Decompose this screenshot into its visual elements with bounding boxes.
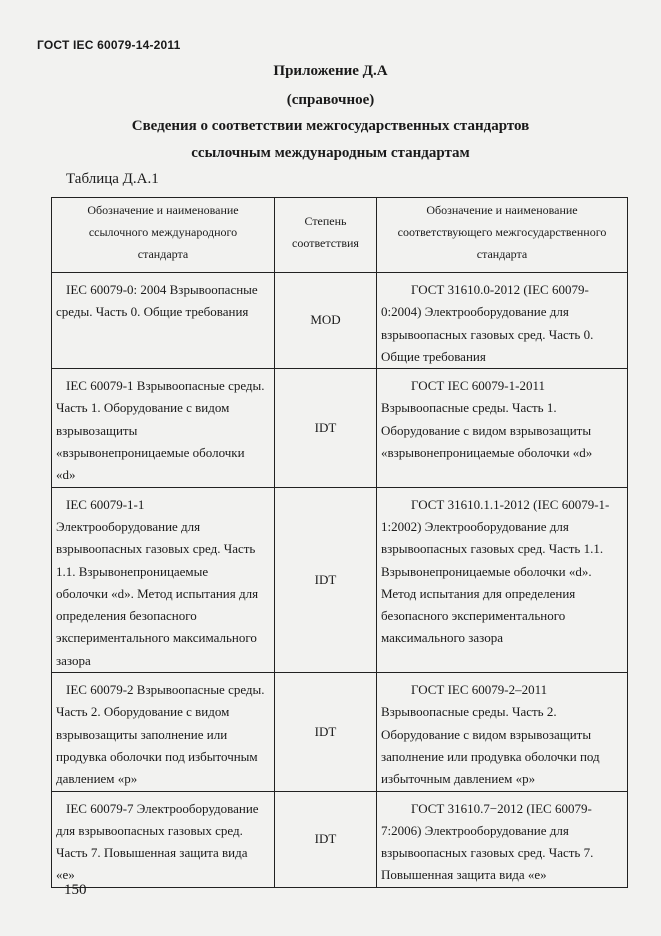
cell-line: ГОСТ IEC 60079-2–2011 — [411, 682, 548, 698]
national-standard-cell — [377, 273, 628, 369]
cell-line: взрывозащиты — [56, 422, 138, 438]
cell-line: взрывоопасных газовых сред. Часть 7. — [381, 845, 594, 861]
cell-line: ГОСТ 31610.1.1-2012 (IEC 60079-1- — [411, 496, 610, 512]
degree-cell: MOD — [275, 273, 377, 369]
cell-line: Часть 1. Оборудование с видом — [56, 400, 230, 416]
document-code: ГОСТ IEC 60079-14-2011 — [37, 38, 181, 52]
cell-line: IEC 60079-1-1 — [66, 496, 145, 512]
header-international-standard: Обозначение и наименование ссылочного международного стандарта — [52, 198, 275, 273]
international-standard-cell — [52, 369, 275, 487]
cell-line: Общие требования — [381, 348, 486, 364]
cell-line: взрывоопасных газовых сред. Часть 1.1. — [381, 541, 604, 557]
cell-line: ГОСТ 31610.7−2012 (IEC 60079- — [411, 800, 592, 816]
correspondence-table — [51, 197, 628, 888]
cell-line: Метод испытания для определения — [381, 585, 576, 601]
cell-line: определения безопасного — [56, 608, 197, 624]
cell-line: 1.1. Взрывонепроницаемые — [56, 563, 209, 579]
cell-line: зазора — [56, 652, 91, 668]
cell-line: продувка оболочки под избыточным — [56, 748, 258, 764]
cell-line: ГОСТ 31610.0-2012 (IEC 60079- — [411, 282, 589, 297]
table-row — [52, 273, 628, 369]
cell-line: Повышенная защита вида «е» — [381, 867, 547, 883]
cell-line: 7:2006) Электрооборудование для — [381, 822, 569, 838]
appendix-subtitle-line2: ссылочным международным стандартам — [191, 145, 470, 161]
cell-line: Оборудование с видом взрывозащиты — [381, 422, 592, 438]
cell-line: 0:2004) Электрооборудование для — [381, 304, 569, 320]
cell-line: Взрывонепроницаемые оболочки «d». — [381, 563, 592, 579]
table-row — [52, 673, 628, 791]
degree-cell: IDT — [275, 791, 377, 887]
cell-line: «d» — [56, 467, 76, 483]
national-standard-cell — [377, 791, 628, 887]
table-header-row — [52, 198, 628, 273]
cell-line: Электрооборудование для — [56, 518, 201, 534]
cell-line: Часть 7. Повышенная защита вида — [56, 845, 248, 861]
cell-line: оболочки «d». Метод испытания для — [56, 585, 259, 601]
cell-line: Часть 2. Оборудование с видом — [56, 704, 230, 720]
table-label: Таблица Д.А.1 — [66, 171, 159, 187]
page-number: 150 — [64, 882, 87, 898]
degree-cell: IDT — [275, 673, 377, 791]
table-row — [52, 487, 628, 672]
international-standard-cell — [52, 487, 275, 672]
cell-line: «е» — [56, 867, 75, 883]
cell-line: взрывоопасных газовых сред. Часть — [56, 541, 256, 557]
appendix-status: (справочное) — [286, 92, 375, 108]
degree-cell: IDT — [275, 487, 377, 672]
cell-line: безопасного экспериментального — [381, 608, 566, 624]
cell-line: взрывозащиты заполнение или — [56, 726, 228, 742]
cell-line: IEC 60079-7 Электрооборудование — [66, 800, 259, 816]
appendix-title: Приложение Д.А — [273, 63, 388, 79]
international-standard-cell — [52, 791, 275, 887]
cell-line: Взрывоопасные среды. Часть 2. — [381, 704, 557, 720]
table-row — [52, 791, 628, 887]
cell-line: IEC 60079-0: 2004 Взрывоопасные — [66, 282, 258, 297]
national-standard-cell — [377, 673, 628, 791]
international-standard-cell — [52, 273, 275, 369]
degree-cell: IDT — [275, 369, 377, 487]
cell-line: заполнение или продувка оболочки под — [381, 748, 600, 764]
table-row — [52, 369, 628, 487]
cell-line: взрывоопасных газовых сред. Часть 0. — [381, 326, 594, 342]
national-standard-cell — [377, 369, 628, 487]
cell-line: «взрывонепроницаемые оболочки — [56, 445, 245, 461]
national-standard-cell — [377, 487, 628, 672]
cell-line: IEC 60079-2 Взрывоопасные среды. — [66, 682, 265, 698]
cell-line: «взрывонепроницаемые оболочки «d» — [381, 445, 593, 461]
cell-line: ГОСТ IEC 60079-1-2011 — [411, 378, 545, 394]
cell-line: IEC 60079-1 Взрывоопасные среды. — [66, 378, 265, 394]
cell-line: Оборудование с видом взрывозащиты — [381, 726, 592, 742]
appendix-subtitle-line1: Сведения о соответствии межгосударственных стандартов — [131, 118, 530, 134]
cell-line: 1:2002) Электрооборудование для — [381, 518, 569, 534]
header-national-standard: Обозначение и наименование соответствующего межгосударственного стандарта — [377, 198, 628, 273]
cell-line: для взрывоопасных газовых сред. — [56, 822, 243, 838]
cell-line: давлением «р» — [56, 771, 138, 787]
header-degree: Степень соответствия — [275, 198, 377, 273]
cell-line: Взрывоопасные среды. Часть 1. — [381, 400, 557, 416]
cell-line: экспериментального максимального — [56, 630, 257, 646]
cell-line: максимального зазора — [381, 630, 504, 646]
cell-line: среды. Часть 0. Общие требования — [56, 304, 249, 320]
international-standard-cell — [52, 673, 275, 791]
cell-line: избыточным давлением «р» — [381, 771, 536, 787]
